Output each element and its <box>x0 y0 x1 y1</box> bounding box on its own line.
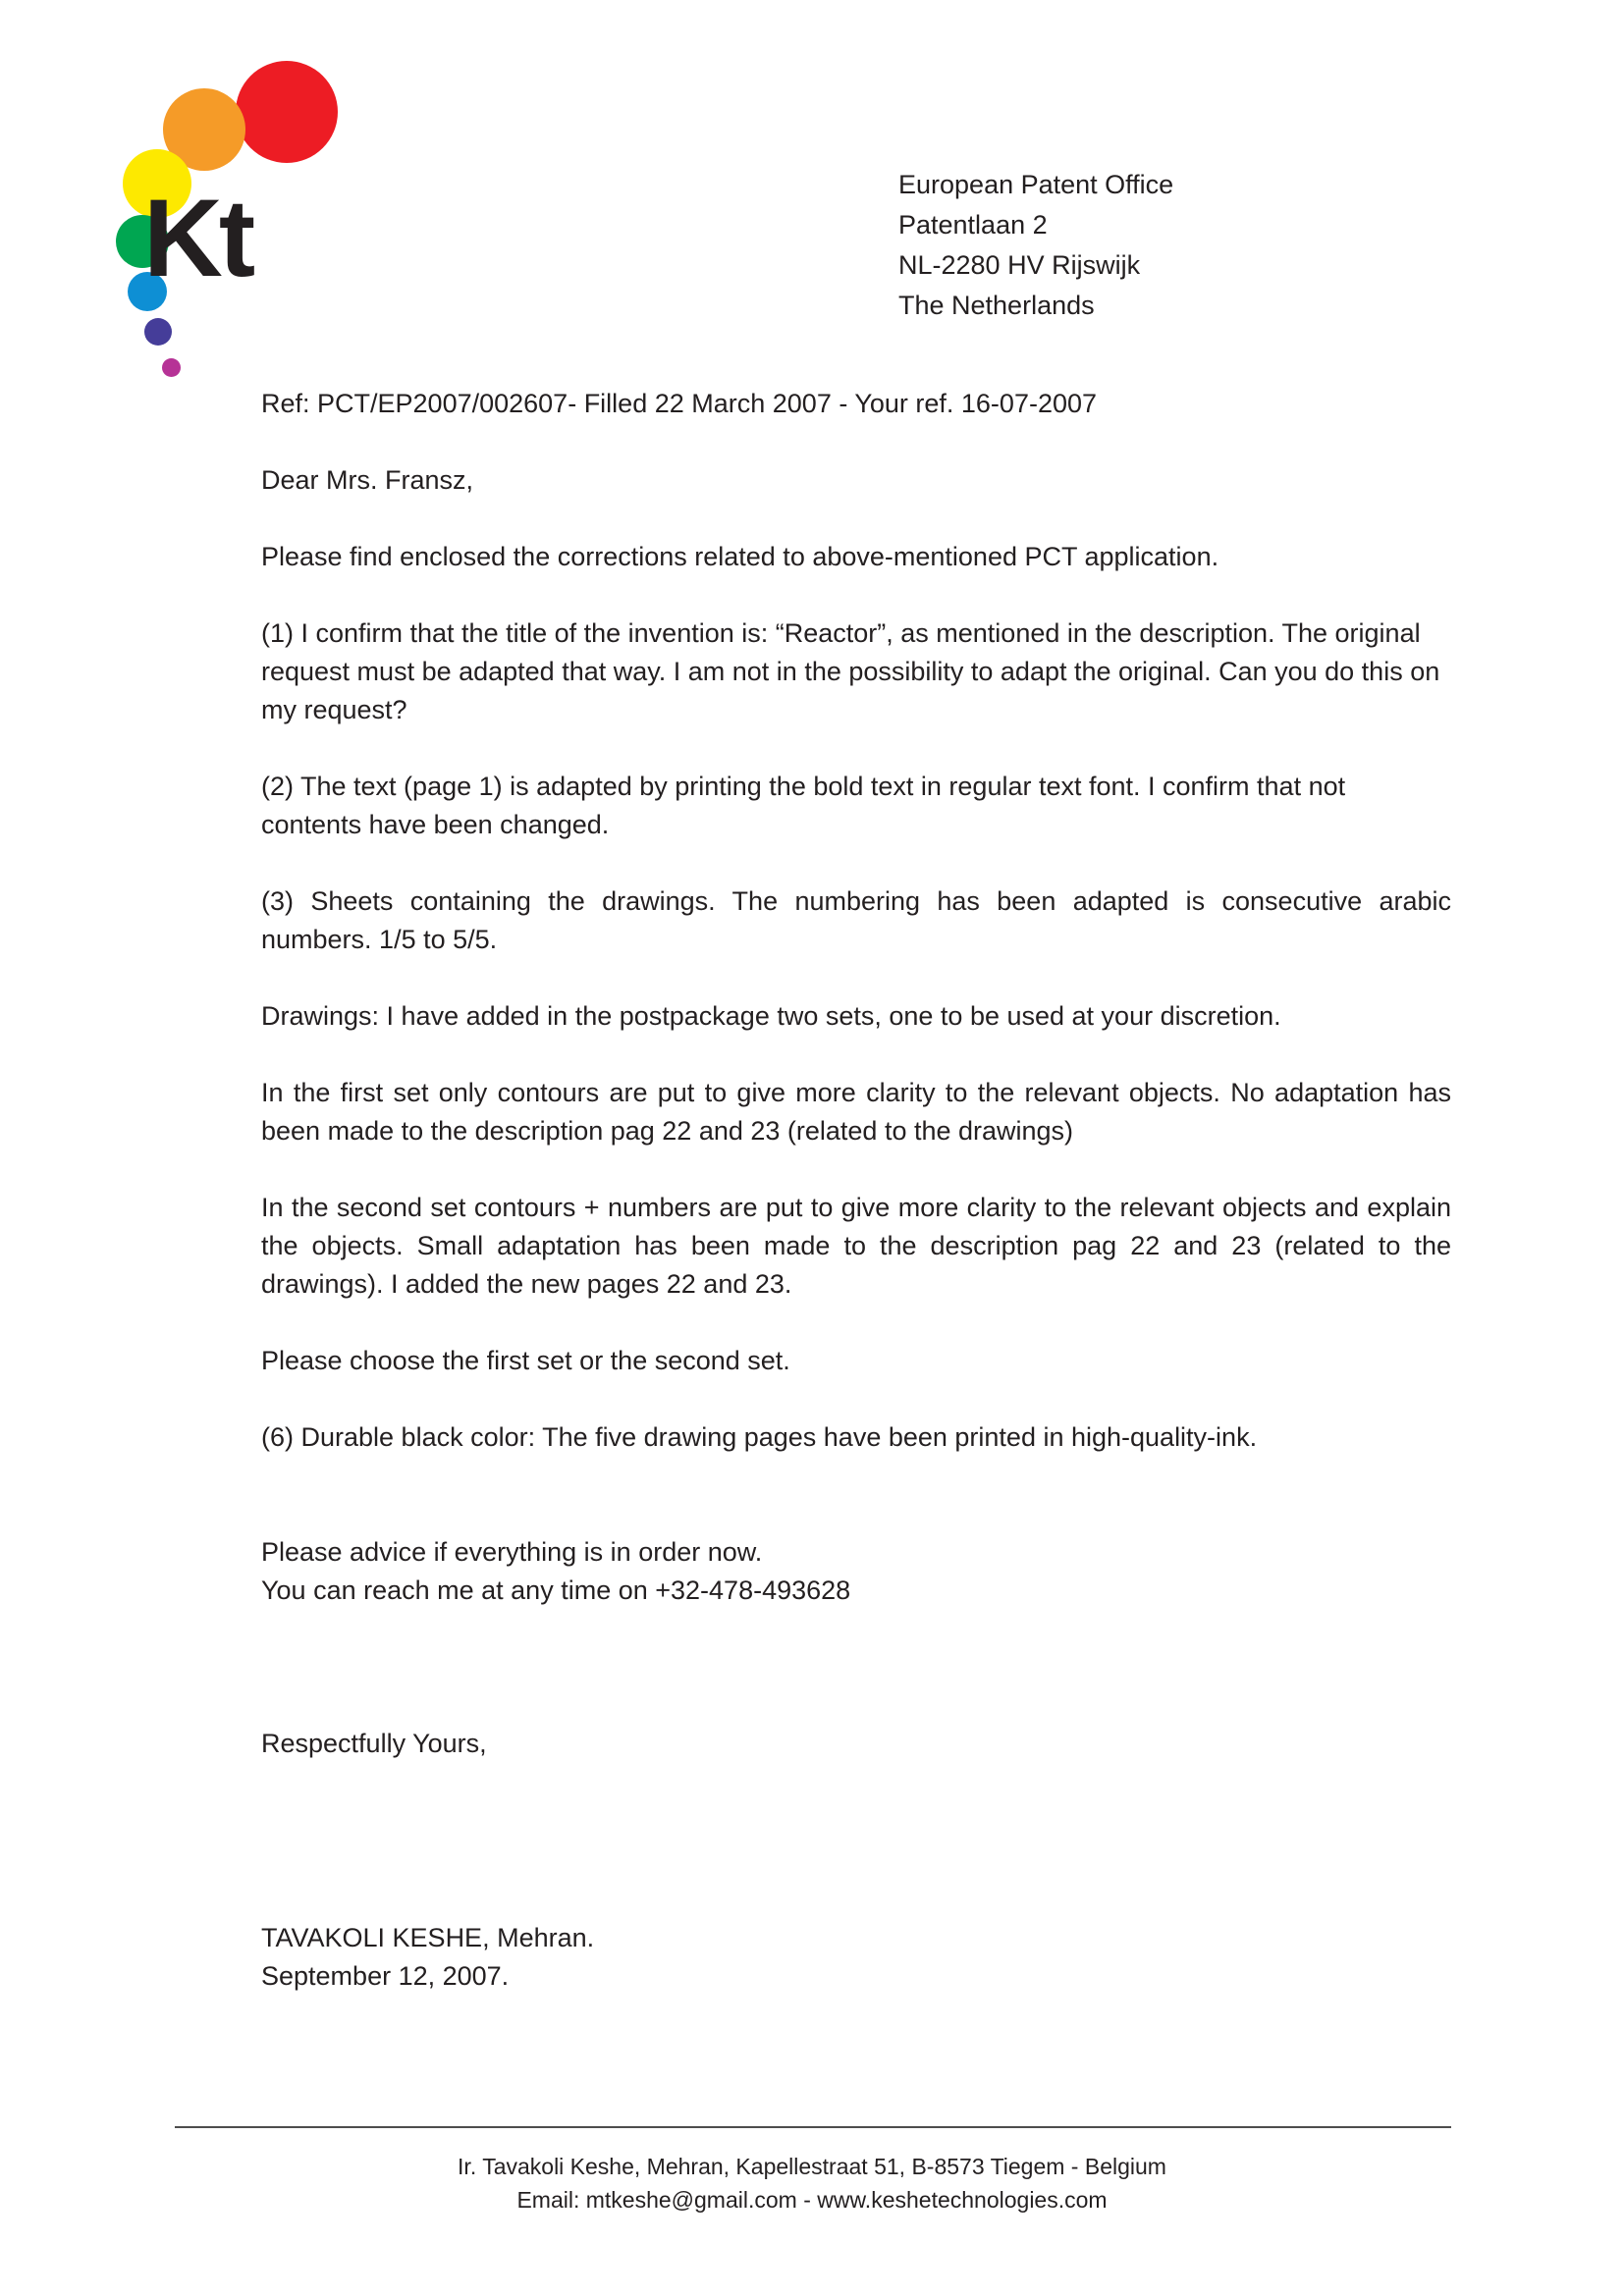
advice-line: Please advice if everything is in order now. <box>261 1537 763 1567</box>
keshe-technologies-logo <box>116 51 342 299</box>
recipient-address <box>898 165 1173 326</box>
letter-body <box>261 385 1451 2034</box>
footer-divider <box>175 2126 1451 2128</box>
paragraph-item-2: (2) The text (page 1) is adapted by printing the bold text in regular text font. I confirm that not contents have been changed. <box>261 772 1346 839</box>
address-line-4: The Netherlands <box>898 291 1095 320</box>
logo-dot-red-icon <box>236 61 338 163</box>
footer-address-line: Ir. Tavakoli Keshe, Mehran, Kapellestraat 51, B-8573 Tiegem - Belgium <box>458 2154 1166 2179</box>
footer-contact-line: Email: mtkeshe@gmail.com - www.keshetechnologies.com <box>516 2187 1108 2213</box>
reference-line: Ref: PCT/EP2007/002607- Filled 22 March 2007 - Your ref. 16-07-2007 <box>261 389 1098 418</box>
address-line-1: European Patent Office <box>898 170 1174 199</box>
signer-date: September 12, 2007. <box>261 1961 510 1991</box>
logo-wordmark: Kt <box>143 177 252 299</box>
intro-paragraph: Please find enclosed the corrections related to above-mentioned PCT application. <box>261 542 1219 571</box>
paragraph-item-6: (6) Durable black color: The five drawing pages have been printed in high-quality-ink. <box>261 1422 1258 1452</box>
paragraph-choose-set: Please choose the first set or the second set. <box>261 1346 790 1375</box>
signer-name: TAVAKOLI KESHE, Mehran. <box>261 1923 595 1952</box>
address-line-3: NL-2280 HV Rijswijk <box>898 250 1141 280</box>
paragraph-item-3: (3) Sheets containing the drawings. The numbering has been adapted is consecutive arabic numbers. 1/5 to 5/5. <box>261 886 1451 954</box>
logo-dot-magenta-icon <box>162 358 181 377</box>
spacer-before-closing <box>261 1648 1451 1725</box>
paragraph-item-1: (1) I confirm that the title of the invention is: “Reactor”, as mentioned in the description. The original request must be adapted that way. I am not in the possibility to adapt the original. Can you do this on my request? <box>261 618 1440 724</box>
phone-line: You can reach me at any time on +32-478-493628 <box>261 1575 851 1605</box>
closing-line: Respectfully Yours, <box>261 1729 487 1758</box>
page-footer <box>0 2150 1624 2216</box>
signature-space <box>261 1801 1451 1919</box>
paragraph-drawings: Drawings: I have added in the postpackage two sets, one to be used at your discretion. <box>261 1001 1281 1031</box>
paragraph-first-set: In the first set only contours are put to give more clarity to the relevant objects. No adaptation has been made to the description pag 22 and 23 (related to the drawings) <box>261 1078 1451 1146</box>
address-line-2: Patentlaan 2 <box>898 210 1048 240</box>
paragraph-second-set: In the second set contours + numbers are put to give more clarity to the relevant objects and explain the objects. Small adaptation has been made to the description pag 22 and 23 (related to the drawings). I added the new pages 22 and 23. <box>261 1193 1451 1299</box>
logo-dot-purple-icon <box>144 318 172 346</box>
spacer-before-advice <box>261 1495 1451 1533</box>
salutation: Dear Mrs. Fransz, <box>261 465 474 495</box>
